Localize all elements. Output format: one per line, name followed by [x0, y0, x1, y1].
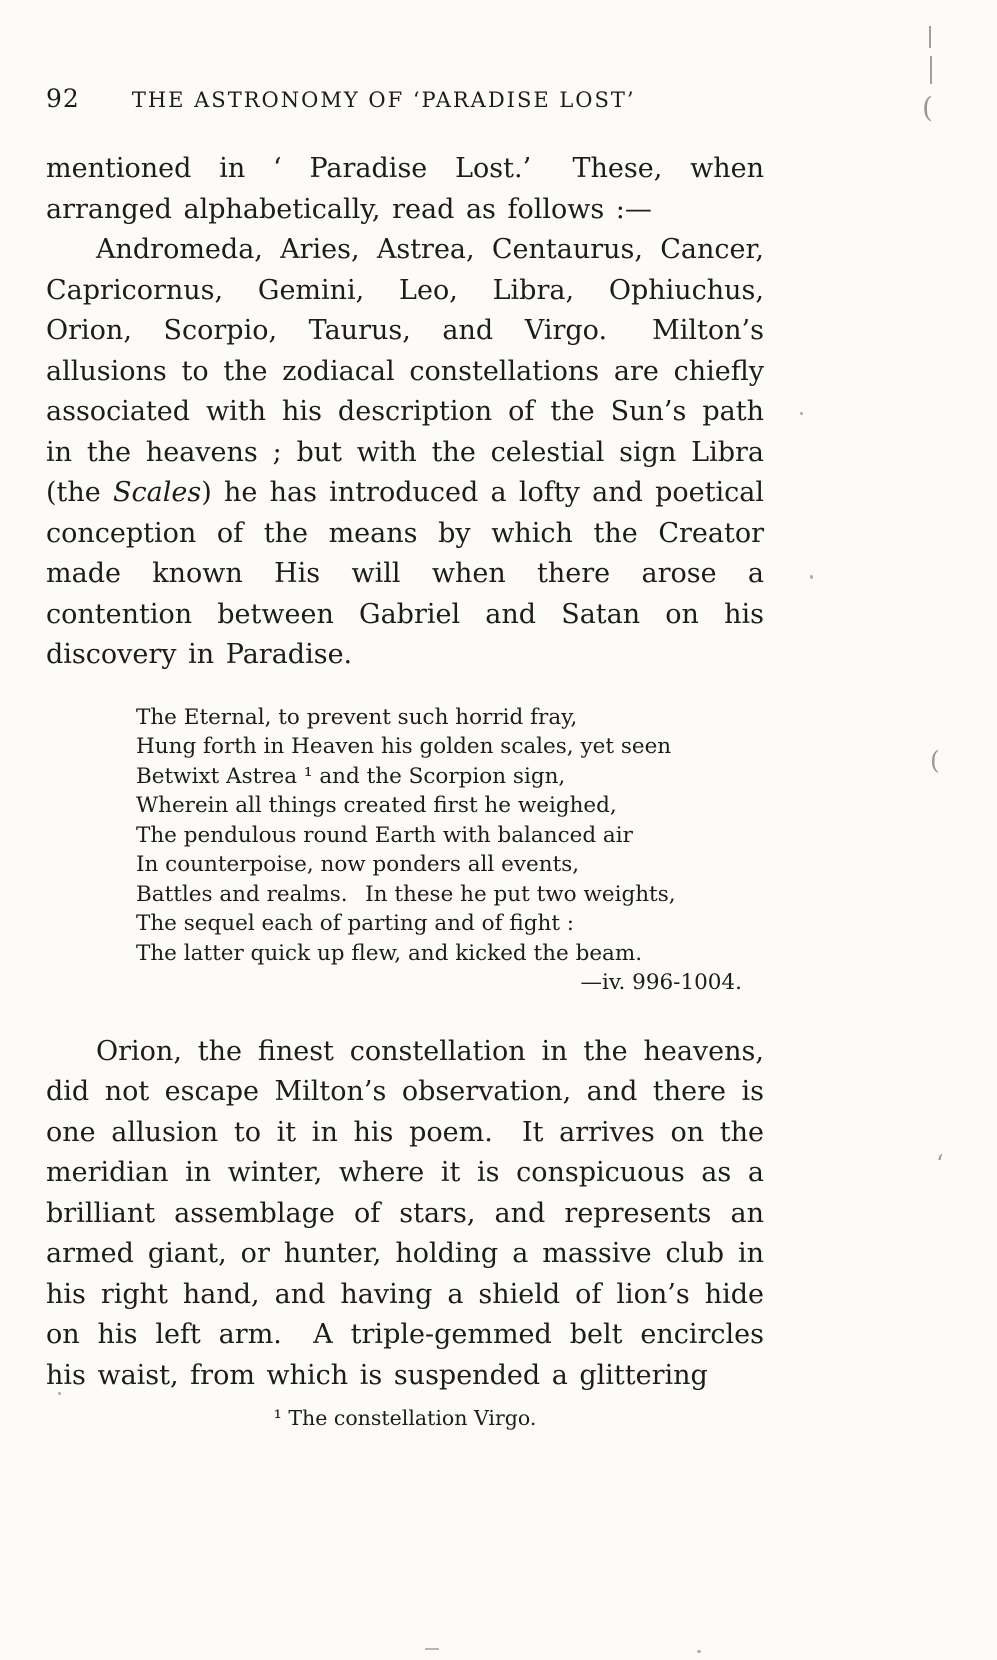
- paragraph-text: ) he has introduced a lofty and poetical conception of the means by which the Creator made known His will when there arose a contention between Gabriel and Satan on his discovery in Paradise.: [46, 477, 764, 670]
- poem-line: The sequel each of parting and of fight :: [136, 911, 575, 936]
- paragraph: [46, 230, 764, 676]
- poem-line: The latter quick up flew, and kicked the beam.: [136, 940, 643, 966]
- poem-line: Betwixt Astrea ¹ and the Scorpion sign,: [136, 763, 566, 789]
- scan-artifact: (: [930, 746, 940, 775]
- running-title: THE ASTRONOMY OF ‘PARADISE LOST’: [131, 88, 636, 112]
- scan-artifact: (: [922, 91, 933, 124]
- poem-line: Hung forth in Heaven his golden scales, yet seen: [136, 734, 672, 759]
- paragraph: Orion, the finest constellation in the heavens, did not escape Milton’s observation, and there is one allusion to it in his poem. It arrives on the meridian in winter, where it is conspicuous as a brilliant assemblage of stars, and represents an armed giant, or hunter, holding a massive club in his right hand, and having a shield of lion’s hide on his left arm. A triple-gemmed belt encircles his waist, from which is suspended a glittering: [46, 1035, 764, 1391]
- scan-artifact: [697, 1650, 701, 1653]
- footnote: ¹ The constellation Virgo.: [273, 1406, 537, 1430]
- poem-quote: [136, 703, 750, 998]
- poem-line: Battles and realms. In these he put two weights,: [136, 881, 676, 907]
- text-block: [0, 113, 997, 1430]
- page-number: 92: [46, 84, 80, 113]
- paragraph-text: Andromeda, Aries, Astrea, Centaurus, Cancer, Capricornus, Gemini, Leo, Libra, Ophiuchus, Orion, Scorpio, Taurus, and Virgo. Milton’s allusions to the zodiacal constellations are chiefly associated with his description of the Sun’s path in the heavens ; but with the celestial sign Libra (the: [46, 234, 764, 508]
- italic-word: Scales: [113, 477, 202, 508]
- poem-line: The pendulous round Earth with balanced air: [136, 822, 633, 848]
- paragraph: mentioned in ‘ Paradise Lost.’ These, when arranged alphabetically, read as follows :—: [46, 153, 764, 225]
- scan-artifact: [425, 1648, 439, 1650]
- scan-artifact: ‘: [936, 1150, 944, 1178]
- poem-citation: —iv. 996-1004.: [580, 970, 742, 995]
- page-header: [0, 0, 997, 113]
- poem-line: The Eternal, to prevent such horrid fray,: [136, 704, 578, 730]
- poem-line: In counterpoise, now ponders all events,: [136, 852, 580, 877]
- poem-line: Wherein all things created first he weighed,: [136, 793, 617, 818]
